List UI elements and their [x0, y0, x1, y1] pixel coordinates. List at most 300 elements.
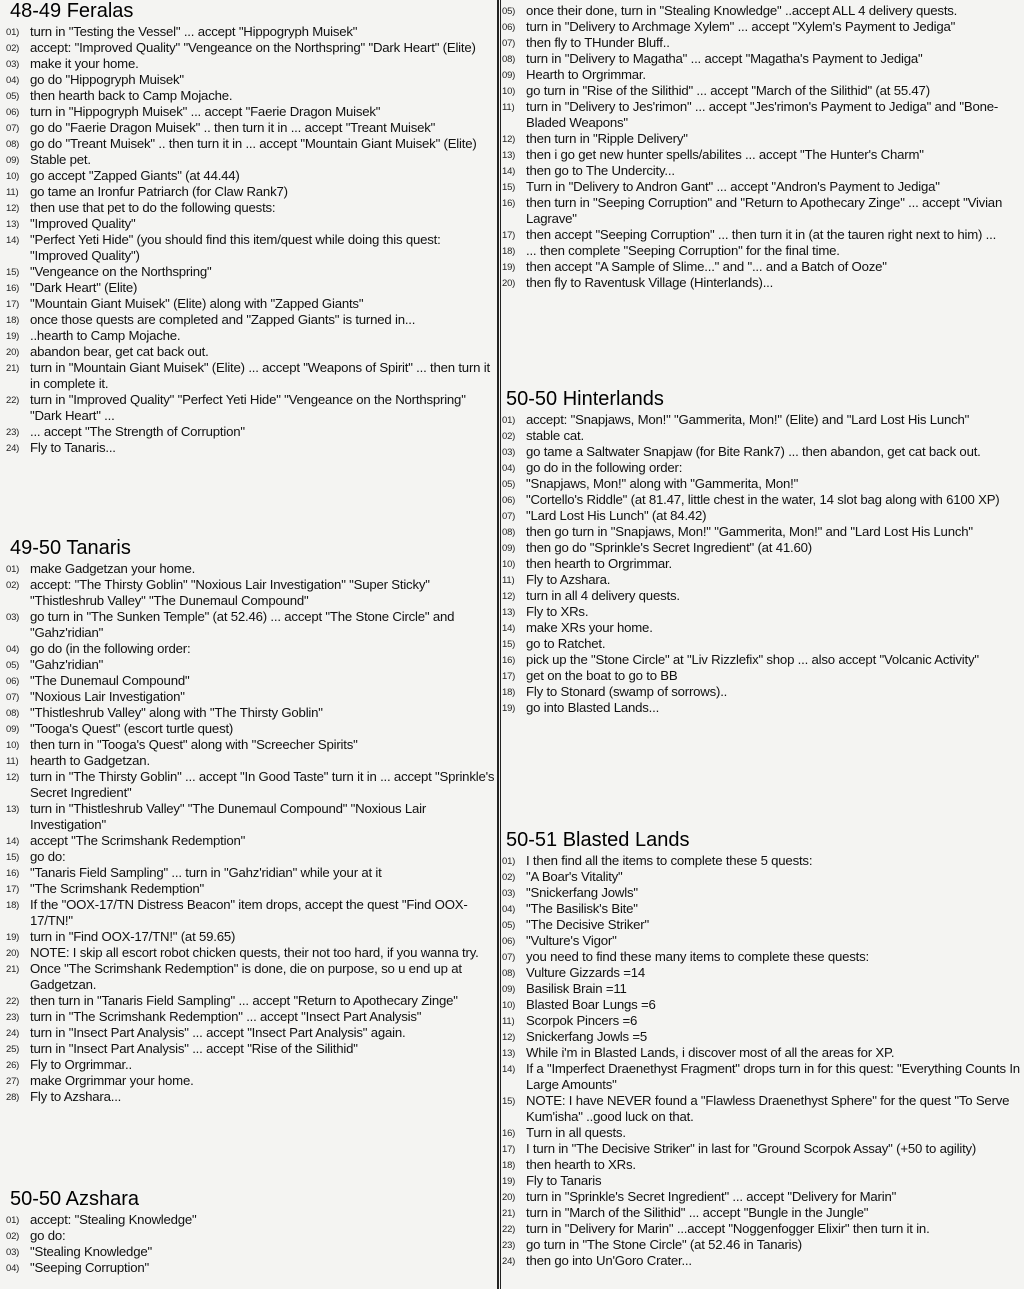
step-number: 02) [502, 431, 516, 442]
step-text: go do: [30, 1228, 66, 1243]
step-item [500, 1205, 1024, 1221]
step-item [500, 997, 1024, 1013]
step-text: go do in the following order: [526, 460, 683, 475]
step-item [500, 684, 1024, 700]
step-number: 16) [6, 283, 20, 294]
step-number: 04) [6, 644, 20, 655]
step-text: Stable pet. [30, 152, 91, 167]
step-text: once their done, turn in "Stealing Knowledge" ..accept ALL 4 delivery quests. [526, 3, 958, 18]
step-text: then accept "A Sample of Slime..." and "... and a Batch of Ooze" [526, 259, 887, 274]
step-number: 04) [502, 463, 516, 474]
step-item [500, 1045, 1024, 1061]
step-number: 08) [502, 54, 516, 65]
step-text: I turn in "The Decisive Striker" in last for "Ground Scorpok Assay" (+50 to agility) [526, 1141, 977, 1156]
step-number: 19) [6, 331, 20, 342]
step-text: hearth to Gadgetzan. [30, 753, 150, 768]
step-number: 15) [502, 1096, 516, 1107]
step-item [500, 1141, 1024, 1157]
step-item [500, 1189, 1024, 1205]
step-text: then turn in "Tanaris Field Sampling" ... accept "Return to Apothecary Zinge" [30, 993, 458, 1008]
step-item [4, 801, 498, 833]
section-title: 49-50 Tanaris [10, 537, 131, 559]
step-item [500, 652, 1024, 668]
step-text: accept: "The Thirsty Goblin" "Noxious Lair Investigation" "Super Sticky" "Thistleshrub Valley" "The Dunemaul Compound" [30, 577, 430, 608]
step-number: 15) [6, 852, 20, 863]
step-text: "Noxious Lair Investigation" [30, 689, 185, 704]
step-item [4, 705, 498, 721]
step-item [4, 216, 498, 232]
step-text: Vulture Gizzards =14 [526, 965, 646, 980]
step-item [500, 1173, 1024, 1189]
step-text: go do "Faerie Dragon Muisek" .. then turn it in ... accept "Treant Muisek" [30, 120, 436, 135]
step-item [500, 476, 1024, 492]
step-number: 24) [6, 443, 20, 454]
step-item [4, 833, 498, 849]
step-item [4, 168, 498, 184]
step-number: 07) [502, 38, 516, 49]
step-number: 12) [502, 134, 516, 145]
step-number: 17) [6, 299, 20, 310]
step-text: "Seeping Corruption" [30, 1260, 149, 1275]
step-text: Fly to Tanaris... [30, 440, 116, 455]
step-item [500, 556, 1024, 572]
step-item [4, 360, 498, 392]
step-number: 14) [502, 1064, 516, 1075]
step-item [500, 147, 1024, 163]
step-text: go tame an Ironfur Patriarch (for Claw Rank7) [30, 184, 288, 199]
step-number: 11) [502, 575, 515, 586]
step-number: 19) [6, 932, 20, 943]
step-item [4, 1025, 498, 1041]
step-item [500, 1221, 1024, 1237]
step-item [4, 609, 498, 641]
step-text: turn in "Delivery for Marin" ...accept "Noggenfogger Elixir" then turn it in. [526, 1221, 930, 1236]
step-text: turn in "Testing the Vessel" ... accept "Hippogryph Muisek" [30, 24, 358, 39]
step-item [4, 689, 498, 705]
left-column [4, 0, 498, 1289]
step-item [500, 524, 1024, 540]
step-item [4, 1244, 498, 1260]
step-number: 02) [6, 1231, 20, 1242]
step-item [4, 769, 498, 801]
step-item [4, 657, 498, 673]
step-number: 22) [6, 395, 20, 406]
step-number: 10) [502, 1000, 516, 1011]
step-text: stable cat. [526, 428, 584, 443]
step-number: 19) [502, 262, 516, 273]
step-number: 07) [6, 123, 20, 134]
step-text: If the "OOX-17/TN Distress Beacon" item drops, accept the quest "Find OOX-17/TN!" [30, 897, 468, 928]
step-text: once those quests are completed and "Zapped Giants" is turned in... [30, 312, 416, 327]
step-item [500, 1157, 1024, 1173]
step-number: 05) [502, 6, 516, 17]
step-item [4, 280, 498, 296]
step-number: 18) [6, 900, 20, 911]
step-text: Fly to Azshara... [30, 1089, 122, 1104]
step-number: 21) [6, 363, 20, 374]
step-item [500, 275, 1024, 291]
step-item [500, 540, 1024, 556]
step-item [4, 1260, 498, 1276]
step-number: 28) [6, 1092, 20, 1103]
step-text: go to Ratchet. [526, 636, 606, 651]
step-item [4, 897, 498, 929]
step-item [500, 259, 1024, 275]
step-number: 13) [502, 1048, 516, 1059]
step-number: 10) [6, 740, 20, 751]
step-text: "Lard Lost His Lunch" (at 84.42) [526, 508, 707, 523]
step-number: 12) [502, 591, 516, 602]
step-text: go turn in "The Sunken Temple" (at 52.46) ... accept "The Stone Circle" and "Gahz'ridian" [30, 609, 455, 640]
step-text: turn in "Delivery to Magatha" ... accept "Magatha's Payment to Jediga" [526, 51, 923, 66]
step-item [500, 227, 1024, 243]
step-text: "Vulture's Vigor" [526, 933, 617, 948]
step-item [4, 392, 498, 424]
step-item [4, 1041, 498, 1057]
step-number: 08) [6, 139, 20, 150]
step-text: ... then complete "Seeping Corruption" for the final time. [526, 243, 840, 258]
step-number: 06) [502, 22, 516, 33]
step-text: turn in "Insect Part Analysis" ... accept "Insect Part Analysis" again. [30, 1025, 406, 1040]
step-number: 24) [502, 1256, 516, 1267]
step-item [4, 993, 498, 1009]
step-text: While i'm in Blasted Lands, i discover most of all the areas for XP. [526, 1045, 895, 1060]
step-item [500, 508, 1024, 524]
step-text: turn in "Insect Part Analysis" ... accept "Rise of the Silithid" [30, 1041, 358, 1056]
step-text: Turn in "Delivery to Andron Gant" ... accept "Andron's Payment to Jediga" [526, 179, 940, 194]
step-item [4, 184, 498, 200]
section-azshara [4, 1188, 498, 1276]
step-text: "Mountain Giant Muisek" (Elite) along with "Zapped Giants" [30, 296, 364, 311]
step-item [4, 200, 498, 216]
step-item [500, 981, 1024, 997]
step-number: 05) [6, 91, 20, 102]
step-number: 15) [502, 639, 516, 650]
step-text: then turn in "Ripple Delivery" [526, 131, 688, 146]
step-number: 05) [502, 920, 516, 931]
step-number: 03) [502, 888, 516, 899]
step-text: "Cortello's Riddle" (at 81.47, little chest in the water, 14 slot bag along with 6100 XP) [526, 492, 1000, 507]
step-number: 02) [6, 43, 20, 54]
step-number: 16) [502, 198, 516, 209]
step-item [4, 577, 498, 609]
step-number: 09) [6, 155, 20, 166]
step-item [4, 929, 498, 945]
step-text: go accept "Zapped Giants" (at 44.44) [30, 168, 240, 183]
step-number: 11) [6, 187, 19, 198]
step-item [4, 344, 498, 360]
step-item [4, 152, 498, 168]
step-item [500, 51, 1024, 67]
step-number: 15) [6, 267, 20, 278]
step-text: Fly to XRs. [526, 604, 589, 619]
section-hinterlands [500, 388, 1024, 716]
step-item [500, 163, 1024, 179]
step-text: turn in "Hippogryph Muisek" ... accept "Faerie Dragon Muisek" [30, 104, 381, 119]
step-text: then turn in "Tooga's Quest" along with "Screecher Spirits" [30, 737, 358, 752]
step-text: Fly to Tanaris [526, 1173, 602, 1188]
step-number: 25) [6, 1044, 20, 1055]
step-number: 13) [502, 150, 516, 161]
step-text: turn in "Find OOX-17/TN!" (at 59.65) [30, 929, 236, 944]
step-item [500, 668, 1024, 684]
step-item [500, 460, 1024, 476]
step-text: "Tooga's Quest" (escort turtle quest) [30, 721, 234, 736]
step-item [500, 3, 1024, 19]
step-number: 03) [502, 447, 516, 458]
step-number: 08) [502, 968, 516, 979]
step-text: ... accept "The Strength of Corruption" [30, 424, 245, 439]
step-number: 08) [6, 708, 20, 719]
step-text: "Dark Heart" (Elite) [30, 280, 138, 295]
step-item [4, 849, 498, 865]
step-number: 06) [6, 676, 20, 687]
step-text: "A Boar's Vitality" [526, 869, 623, 884]
step-text: Fly to Orgrimmar.. [30, 1057, 132, 1072]
step-text: "The Basilisk's Bite" [526, 901, 638, 916]
step-text: "Stealing Knowledge" [30, 1244, 152, 1259]
step-text: pick up the "Stone Circle" at "Liv Rizzlefix" shop ... also accept "Volcanic Activity" [526, 652, 979, 667]
step-text: turn in "The Thirsty Goblin" ... accept "In Good Taste" turn it in ... accept "Sprinkle's Secret Ingredient" [30, 769, 495, 800]
step-item [4, 296, 498, 312]
step-item [500, 19, 1024, 35]
step-text: Basilisk Brain =11 [526, 981, 627, 996]
step-item [500, 901, 1024, 917]
step-number: 14) [6, 836, 20, 847]
right-column [500, 0, 1024, 1289]
step-number: 04) [6, 1263, 20, 1274]
step-item [500, 243, 1024, 259]
step-text: NOTE: I have NEVER found a "Flawless Draenethyst Sphere" for the quest "To Serve Kum'isha" ..good luck on that. [526, 1093, 1010, 1124]
step-number: 12) [502, 1032, 516, 1043]
step-number: 01) [6, 27, 20, 38]
step-text: Fly to Azshara. [526, 572, 611, 587]
step-number: 11) [6, 756, 19, 767]
step-item [500, 99, 1024, 131]
step-list [4, 561, 498, 1105]
step-text: turn in "Sprinkle's Secret Ingredient" ... accept "Delivery for Marin" [526, 1189, 897, 1204]
step-number: 10) [502, 86, 516, 97]
step-item [500, 885, 1024, 901]
step-number: 18) [502, 687, 516, 698]
step-number: 14) [6, 235, 20, 246]
step-text: turn in "Mountain Giant Muisek" (Elite) ... accept "Weapons of Spirit" ... then turn it in complete it. [30, 360, 490, 391]
step-number: 17) [502, 671, 516, 682]
step-item [500, 572, 1024, 588]
step-item [500, 869, 1024, 885]
step-number: 02) [502, 872, 516, 883]
step-text: you need to find these many items to complete these quests: [526, 949, 870, 964]
step-number: 20) [502, 1192, 516, 1203]
step-text: "The Scrimshank Redemption" [30, 881, 205, 896]
step-text: turn in all 4 delivery quests. [526, 588, 680, 603]
step-item [4, 1057, 498, 1073]
step-text: "The Decisive Striker" [526, 917, 649, 932]
section-title: 50-50 Azshara [10, 1188, 139, 1210]
section-feralas [4, 0, 498, 456]
section-blasted-lands [500, 829, 1024, 1269]
step-item [4, 440, 498, 456]
step-text: Fly to Stonard (swamp of sorrows).. [526, 684, 728, 699]
step-text: go do "Treant Muisek" .. then turn it in ... accept "Mountain Giant Muisek" (Elite) [30, 136, 477, 151]
step-number: 07) [6, 692, 20, 703]
step-number: 11) [502, 1016, 515, 1027]
step-number: 06) [502, 495, 516, 506]
step-text: go do (in the following order: [30, 641, 191, 656]
step-item [500, 620, 1024, 636]
step-number: 09) [502, 984, 516, 995]
step-item [4, 104, 498, 120]
step-number: 13) [502, 607, 516, 618]
step-text: then go do "Sprinkle's Secret Ingredient" (at 41.60) [526, 540, 812, 555]
step-number: 21) [6, 964, 20, 975]
step-item [500, 949, 1024, 965]
step-number: 22) [6, 996, 20, 1007]
step-text: turn in "Improved Quality" "Perfect Yeti Hide" "Vengeance on the Northspring" "Dark Heart" ... [30, 392, 466, 423]
step-item [4, 424, 498, 440]
step-number: 20) [6, 347, 20, 358]
step-item [4, 24, 498, 40]
step-number: 15) [502, 182, 516, 193]
step-text: "Gahz'ridian" [30, 657, 104, 672]
step-item [4, 120, 498, 136]
step-number: 24) [6, 1028, 20, 1039]
step-text: then accept "Seeping Corruption" ... then turn it in (at the tauren right next to him) ... [526, 227, 997, 242]
step-item [4, 673, 498, 689]
step-text: "Improved Quality" [30, 216, 136, 231]
step-item [500, 853, 1024, 869]
step-number: 09) [502, 70, 516, 81]
step-number: 10) [502, 559, 516, 570]
step-list [4, 24, 498, 456]
step-number: 10) [6, 171, 20, 182]
step-text: Hearth to Orgrimmar. [526, 67, 646, 82]
step-text: then go turn in "Snapjaws, Mon!" "Gammerita, Mon!" and "Lard Lost His Lunch" [526, 524, 973, 539]
step-item [500, 933, 1024, 949]
step-number: 12) [6, 772, 20, 783]
step-item [4, 40, 498, 56]
step-number: 19) [502, 1176, 516, 1187]
step-number: 14) [502, 623, 516, 634]
step-number: 08) [502, 527, 516, 538]
step-text: then go to The Undercity... [526, 163, 675, 178]
step-item [4, 1212, 498, 1228]
step-text: go turn in "Rise of the Silithid" ... accept "March of the Silithid" (at 55.47) [526, 83, 930, 98]
step-item [4, 881, 498, 897]
step-item [4, 561, 498, 577]
step-number: 03) [6, 1247, 20, 1258]
step-number: 01) [6, 1215, 20, 1226]
step-number: 23) [502, 1240, 516, 1251]
step-number: 19) [502, 703, 516, 714]
step-item [500, 1253, 1024, 1269]
step-number: 04) [502, 904, 516, 915]
step-item [4, 865, 498, 881]
step-number: 18) [502, 246, 516, 257]
step-item [4, 641, 498, 657]
step-number: 16) [502, 655, 516, 666]
step-item [4, 136, 498, 152]
step-number: 05) [6, 660, 20, 671]
step-item [4, 72, 498, 88]
step-text: Turn in all quests. [526, 1125, 626, 1140]
step-item [4, 264, 498, 280]
step-number: 18) [502, 1160, 516, 1171]
step-number: 02) [6, 580, 20, 591]
step-number: 26) [6, 1060, 20, 1071]
step-number: 09) [6, 724, 20, 735]
section-title: 48-49 Feralas [10, 0, 134, 22]
step-text: Snickerfang Jowls =5 [526, 1029, 647, 1044]
step-number: 09) [502, 543, 516, 554]
step-text: go do "Hippogryph Muisek" [30, 72, 184, 87]
step-item [500, 965, 1024, 981]
step-number: 27) [6, 1076, 20, 1087]
step-number: 05) [502, 479, 516, 490]
step-item [500, 636, 1024, 652]
step-text: "Tanaris Field Sampling" ... turn in "Gahz'ridian" while your at it [30, 865, 382, 880]
step-text: accept "The Scrimshank Redemption" [30, 833, 246, 848]
step-text: then i go get new hunter spells/abilites ... accept "The Hunter's Charm" [526, 147, 924, 162]
step-item [500, 1029, 1024, 1045]
step-item [500, 1125, 1024, 1141]
step-number: 23) [6, 1012, 20, 1023]
step-text: "Perfect Yeti Hide" (you should find this item/quest while doing this quest: "Improved Quality") [30, 232, 441, 263]
step-item [500, 428, 1024, 444]
step-number: 14) [502, 166, 516, 177]
step-text: then hearth back to Camp Mojache. [30, 88, 233, 103]
step-item [500, 195, 1024, 227]
step-text: then fly to THunder Bluff.. [526, 35, 670, 50]
step-item [4, 1073, 498, 1089]
step-item [4, 1228, 498, 1244]
step-number: 22) [502, 1224, 516, 1235]
step-text: turn in "March of the Silithid" ... accept "Bungle in the Jungle" [526, 1205, 869, 1220]
step-item [500, 492, 1024, 508]
step-number: 07) [502, 511, 516, 522]
step-text: "Snapjaws, Mon!" along with "Gammerita, Mon!" [526, 476, 799, 491]
step-text: turn in "Delivery to Jes'rimon" ... accept "Jes'rimon's Payment to Jediga" and "Bone-Bladed Weapons" [526, 99, 999, 130]
step-number: 20) [6, 948, 20, 959]
step-item [4, 721, 498, 737]
step-text: get on the boat to go to BB [526, 668, 678, 683]
section-title: 50-50 Hinterlands [506, 388, 664, 410]
section-tanaris [4, 537, 498, 1105]
step-list [500, 412, 1024, 716]
step-text: make Orgrimmar your home. [30, 1073, 194, 1088]
step-number: 06) [6, 107, 20, 118]
step-item [500, 1093, 1024, 1125]
step-item [500, 83, 1024, 99]
step-item [4, 1089, 498, 1105]
step-text: turn in "The Scrimshank Redemption" ... accept "Insect Part Analysis" [30, 1009, 422, 1024]
step-text: go into Blasted Lands... [526, 700, 660, 715]
step-text: go turn in "The Stone Circle" (at 52.46 in Tanaris) [526, 1237, 803, 1252]
step-number: 06) [502, 936, 516, 947]
step-text: then use that pet to do the following quests: [30, 200, 276, 215]
step-item [500, 179, 1024, 195]
step-item [4, 961, 498, 993]
step-item [500, 412, 1024, 428]
step-text: NOTE: I skip all escort robot chicken quests, their not too hard, if you wanna try. [30, 945, 479, 960]
step-number: 17) [502, 1144, 516, 1155]
step-text: turn in "Delivery to Archmage Xylem" ... accept "Xylem's Payment to Jediga" [526, 19, 956, 34]
step-number: 04) [6, 75, 20, 86]
step-item [500, 1061, 1024, 1093]
step-list [500, 3, 1024, 291]
step-text: accept: "Improved Quality" "Vengeance on the Northspring" "Dark Heart" (Elite) [30, 40, 476, 55]
step-text: Scorpok Pincers =6 [526, 1013, 638, 1028]
